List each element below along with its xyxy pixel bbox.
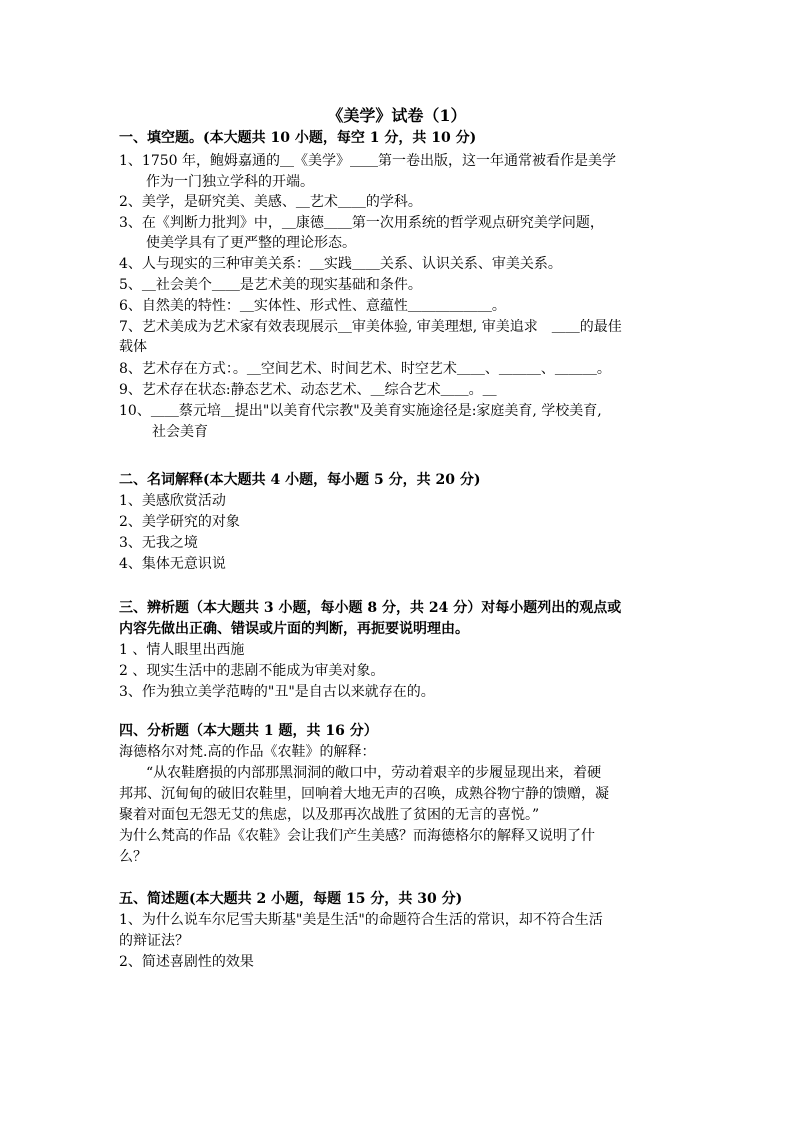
s1-question-2: 2、美学，是研究美、美感、＿艺术＿＿的学科。 [119,194,422,210]
s1-question-6: 6、自然美的特性：＿实体性、形式性、意蕴性＿＿＿＿＿＿。 [119,298,506,314]
s2-term-3: 3、无我之境 [119,535,198,551]
s1-question-1-cont: 作为一门独立学科的开端。 [146,174,314,190]
s5-question-1-cont: 的辩证法？ [119,933,189,949]
section-3-heading-cont: 内容先做出正确、错误或片面的判断，再扼要说明理由。 [119,621,469,637]
s1-question-10: 10、＿＿蔡元培＿提出"以美育代宗教"及美育实施途径是:家庭美育, 学校美育, [119,403,602,419]
s3-item-2: 2 、现实生活中的悲剧不能成为审美对象。 [119,663,385,679]
s1-question-9: 9、艺术存在状态:静态艺术、动态艺术、＿综合艺术＿＿。＿ [119,382,497,398]
s2-term-1: 1、美感欣赏活动 [119,493,226,509]
s4-quote-line-3: 聚着对面包无怨无艾的焦虑，以及那再次战胜了贫困的无言的喜悦。” [119,807,540,823]
section-1-heading: 一、填空题。(本大题共 10 小题，每空 1 分，共 10 分) [119,130,477,146]
s4-quote-line-2: 邦邦、沉甸甸的破旧农鞋里，回响着大地无声的召唤，成熟谷物宁静的馈赠，凝 [119,786,609,802]
s1-question-7-cont: 载体 [119,339,147,355]
s1-question-1: 1、1750 年，鲍姆嘉通的＿《美学》＿＿第一卷出版，这一年通常被看作是美学 [119,153,616,169]
exam-title: 《美学》试卷（1） [327,106,467,125]
s4-question: 为什么梵高的作品《农鞋》会让我们产生美感？而海德格尔的解释又说明了什 [119,828,595,844]
s3-item-1: 1 、情人眼里出西施 [119,642,245,658]
section-5-heading: 五、简述题(本大题共 2 小题，每题 15 分，共 30 分) [119,891,463,907]
s1-question-10-cont: 社会美育 [152,424,208,440]
s1-question-7: 7、艺术美成为艺术家有效表现展示＿审美体验, 审美理想, 审美追求 ＿＿的最佳 [119,319,622,335]
s4-quote-line-1: “从农鞋磨损的内部那黑洞洞的敞口中，劳动着艰辛的步履显现出来，着硬 [146,765,602,781]
section-2-heading: 二、名词解释(本大题共 4 小题，每小题 5 分，共 20 分) [119,472,481,488]
s5-question-1: 1、为什么说车尔尼雪夫斯基"美是生活"的命题符合生活的常识，却不符合生活 [119,912,603,928]
s2-term-4: 4、集体无意识说 [119,556,226,572]
s1-question-8: 8、艺术存在方式：。＿空间艺术、时间艺术、时空艺术＿＿、＿＿＿、＿＿＿。 [119,361,611,377]
section-3-heading: 三、辨析题（本大题共 3 小题，每小题 8 分，共 24 分）对每小题列出的观点或 [119,600,622,616]
s3-item-3: 3、作为独立美学范畴的"丑"是自古以来就存在的。 [119,684,435,700]
s4-question-cont: 么？ [119,849,147,865]
s1-question-3-cont: 使美学具有了更严整的理论形态。 [146,235,356,251]
s1-question-4: 4、人与现实的三种审美关系：＿实践＿＿关系、认识关系、审美关系。 [119,256,562,272]
s5-question-2: 2、简述喜剧性的效果 [119,954,254,970]
s2-term-2: 2、美学研究的对象 [119,514,240,530]
s4-intro: 海德格尔对梵.高的作品《农鞋》的解释： [119,744,376,760]
s1-question-5: 5、＿社会美个＿＿是艺术美的现实基础和条件。 [119,277,422,293]
s1-question-3: 3、在《判断力批判》中，＿康德＿＿第一次用系统的哲学观点研究美学问题， [119,215,604,231]
section-4-heading: 四、分析题（本大题共 1 题，共 16 分） [119,723,378,739]
